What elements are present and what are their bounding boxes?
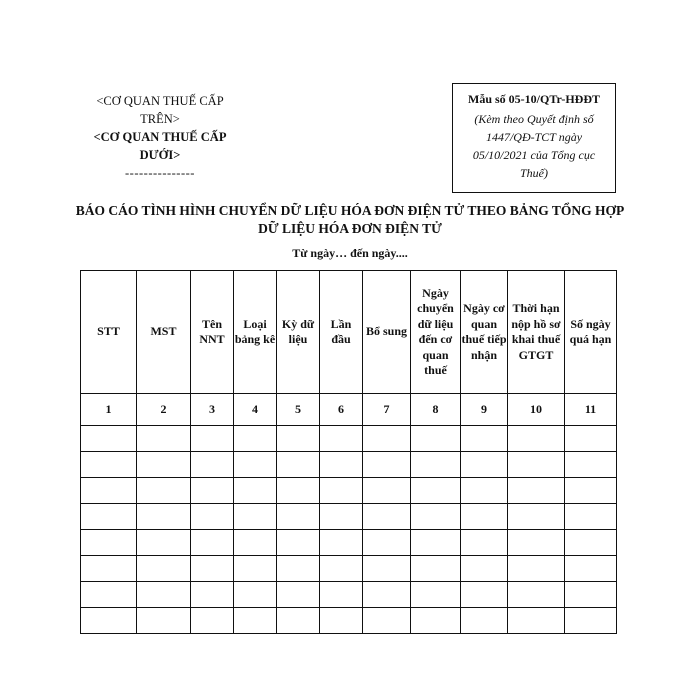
column-number: 6 xyxy=(320,394,363,426)
col-header-list-type: Loại bảng kê xyxy=(234,271,277,394)
form-number-box xyxy=(452,83,616,193)
table-cell xyxy=(363,582,411,608)
table-cell xyxy=(277,504,320,530)
col-header-stt: STT xyxy=(81,271,137,394)
column-number: 10 xyxy=(508,394,565,426)
table-cell xyxy=(508,504,565,530)
issuing-agency-block xyxy=(80,92,240,182)
report-table xyxy=(80,270,617,634)
col-header-receipt-date: Ngày cơ quan thuế tiếp nhận xyxy=(461,271,508,394)
table-cell xyxy=(137,556,191,582)
table-cell xyxy=(234,530,277,556)
form-code: Mẫu số 05-10/QTr-HĐĐT xyxy=(468,92,600,106)
table-row xyxy=(81,504,617,530)
table-cell xyxy=(81,556,137,582)
table-cell xyxy=(461,608,508,634)
table-cell xyxy=(565,608,617,634)
table-cell xyxy=(320,452,363,478)
agency-divider: --------------- xyxy=(125,166,195,180)
col-header-first-time: Lần đầu xyxy=(320,271,363,394)
table-cell xyxy=(565,478,617,504)
table-cell xyxy=(461,478,508,504)
table-cell xyxy=(81,582,137,608)
table-cell xyxy=(565,452,617,478)
table-cell xyxy=(363,478,411,504)
table-cell xyxy=(320,504,363,530)
table-cell xyxy=(234,504,277,530)
table-row xyxy=(81,478,617,504)
table-cell xyxy=(81,478,137,504)
col-header-mst: MST xyxy=(137,271,191,394)
col-header-vat-deadline: Thời hạn nộp hồ sơ khai thuế GTGT xyxy=(508,271,565,394)
table-cell xyxy=(137,478,191,504)
table-cell xyxy=(411,504,461,530)
table-cell xyxy=(137,530,191,556)
table-cell xyxy=(411,426,461,452)
table-cell xyxy=(191,530,234,556)
table-cell xyxy=(191,426,234,452)
table-cell xyxy=(277,556,320,582)
column-number: 11 xyxy=(565,394,617,426)
table-row xyxy=(81,582,617,608)
column-number: 8 xyxy=(411,394,461,426)
table-cell xyxy=(277,426,320,452)
table-cell xyxy=(81,426,137,452)
table-cell xyxy=(191,608,234,634)
column-number: 3 xyxy=(191,394,234,426)
table-cell xyxy=(81,608,137,634)
table-cell xyxy=(137,582,191,608)
column-number: 4 xyxy=(234,394,277,426)
table-cell xyxy=(411,478,461,504)
table-cell xyxy=(81,530,137,556)
table-cell xyxy=(234,582,277,608)
table-cell xyxy=(461,426,508,452)
table-cell xyxy=(320,530,363,556)
table-cell xyxy=(234,478,277,504)
table-cell xyxy=(411,608,461,634)
table-cell xyxy=(363,556,411,582)
table-cell xyxy=(565,426,617,452)
table-cell xyxy=(191,452,234,478)
table-cell xyxy=(81,504,137,530)
table-cell xyxy=(461,530,508,556)
table-cell xyxy=(277,530,320,556)
lower-agency-label: <CƠ QUAN THUẾ CẤP DƯỚI> xyxy=(93,130,227,162)
column-number: 2 xyxy=(137,394,191,426)
column-number: 1 xyxy=(81,394,137,426)
table-cell xyxy=(363,530,411,556)
column-number: 5 xyxy=(277,394,320,426)
col-header-supplement: Bổ sung xyxy=(363,271,411,394)
date-range: Từ ngày… đến ngày.... xyxy=(292,246,408,260)
table-cell xyxy=(565,530,617,556)
table-cell xyxy=(234,608,277,634)
table-cell xyxy=(565,582,617,608)
table-cell xyxy=(277,582,320,608)
table-cell xyxy=(461,582,508,608)
table-row xyxy=(81,426,617,452)
table-cell xyxy=(277,452,320,478)
table-row xyxy=(81,452,617,478)
table-cell xyxy=(234,426,277,452)
table-cell xyxy=(320,478,363,504)
table-cell xyxy=(411,556,461,582)
table-cell xyxy=(234,452,277,478)
col-header-taxpayer-name: Tên NNT xyxy=(191,271,234,394)
table-row xyxy=(81,608,617,634)
table-cell xyxy=(461,452,508,478)
table-cell xyxy=(461,504,508,530)
table-cell xyxy=(461,556,508,582)
table-row xyxy=(81,530,617,556)
form-legal-note: (Kèm theo Quyết định số 1447/QĐ-TCT ngày 05/10/2021 của Tổng cục Thuế) xyxy=(472,112,596,180)
table-cell xyxy=(508,452,565,478)
col-header-data-period: Kỳ dữ liệu xyxy=(277,271,320,394)
column-number: 7 xyxy=(363,394,411,426)
table-cell xyxy=(81,452,137,478)
table-cell xyxy=(137,452,191,478)
table-cell xyxy=(363,608,411,634)
report-title: BÁO CÁO TÌNH HÌNH CHUYỂN DỮ LIỆU HÓA ĐƠN ĐIỆN TỬ THEO BẢNG TỔNG HỢP DỮ LIỆU HÓA ĐƠN ĐIỆN TỬ xyxy=(75,203,625,236)
table-cell xyxy=(137,504,191,530)
table-cell xyxy=(508,478,565,504)
table-cell xyxy=(320,608,363,634)
table-cell xyxy=(137,426,191,452)
column-number: 9 xyxy=(461,394,508,426)
upper-agency-label: <CƠ QUAN THUẾ CẤP TRÊN> xyxy=(96,94,224,126)
table-cell xyxy=(320,426,363,452)
table-cell xyxy=(508,426,565,452)
header-row xyxy=(81,271,617,394)
table-cell xyxy=(508,530,565,556)
col-header-transfer-date: Ngày chuyển dữ liệu đến cơ quan thuế xyxy=(411,271,461,394)
table-cell xyxy=(565,504,617,530)
table-cell xyxy=(137,608,191,634)
column-number-row xyxy=(81,394,617,426)
table-cell xyxy=(277,478,320,504)
table-cell xyxy=(363,504,411,530)
table-cell xyxy=(191,504,234,530)
table-cell xyxy=(508,556,565,582)
table-cell xyxy=(320,556,363,582)
table-cell xyxy=(508,582,565,608)
table-cell xyxy=(565,556,617,582)
table-cell xyxy=(277,608,320,634)
table-cell xyxy=(363,452,411,478)
table-row xyxy=(81,556,617,582)
table-cell xyxy=(234,556,277,582)
table-cell xyxy=(320,582,363,608)
table-cell xyxy=(191,556,234,582)
table-cell xyxy=(191,478,234,504)
table-cell xyxy=(191,582,234,608)
table-cell xyxy=(411,530,461,556)
table-cell xyxy=(411,452,461,478)
table-cell xyxy=(363,426,411,452)
col-header-overdue-days: Số ngày quá hạn xyxy=(565,271,617,394)
table-cell xyxy=(411,582,461,608)
table-cell xyxy=(508,608,565,634)
